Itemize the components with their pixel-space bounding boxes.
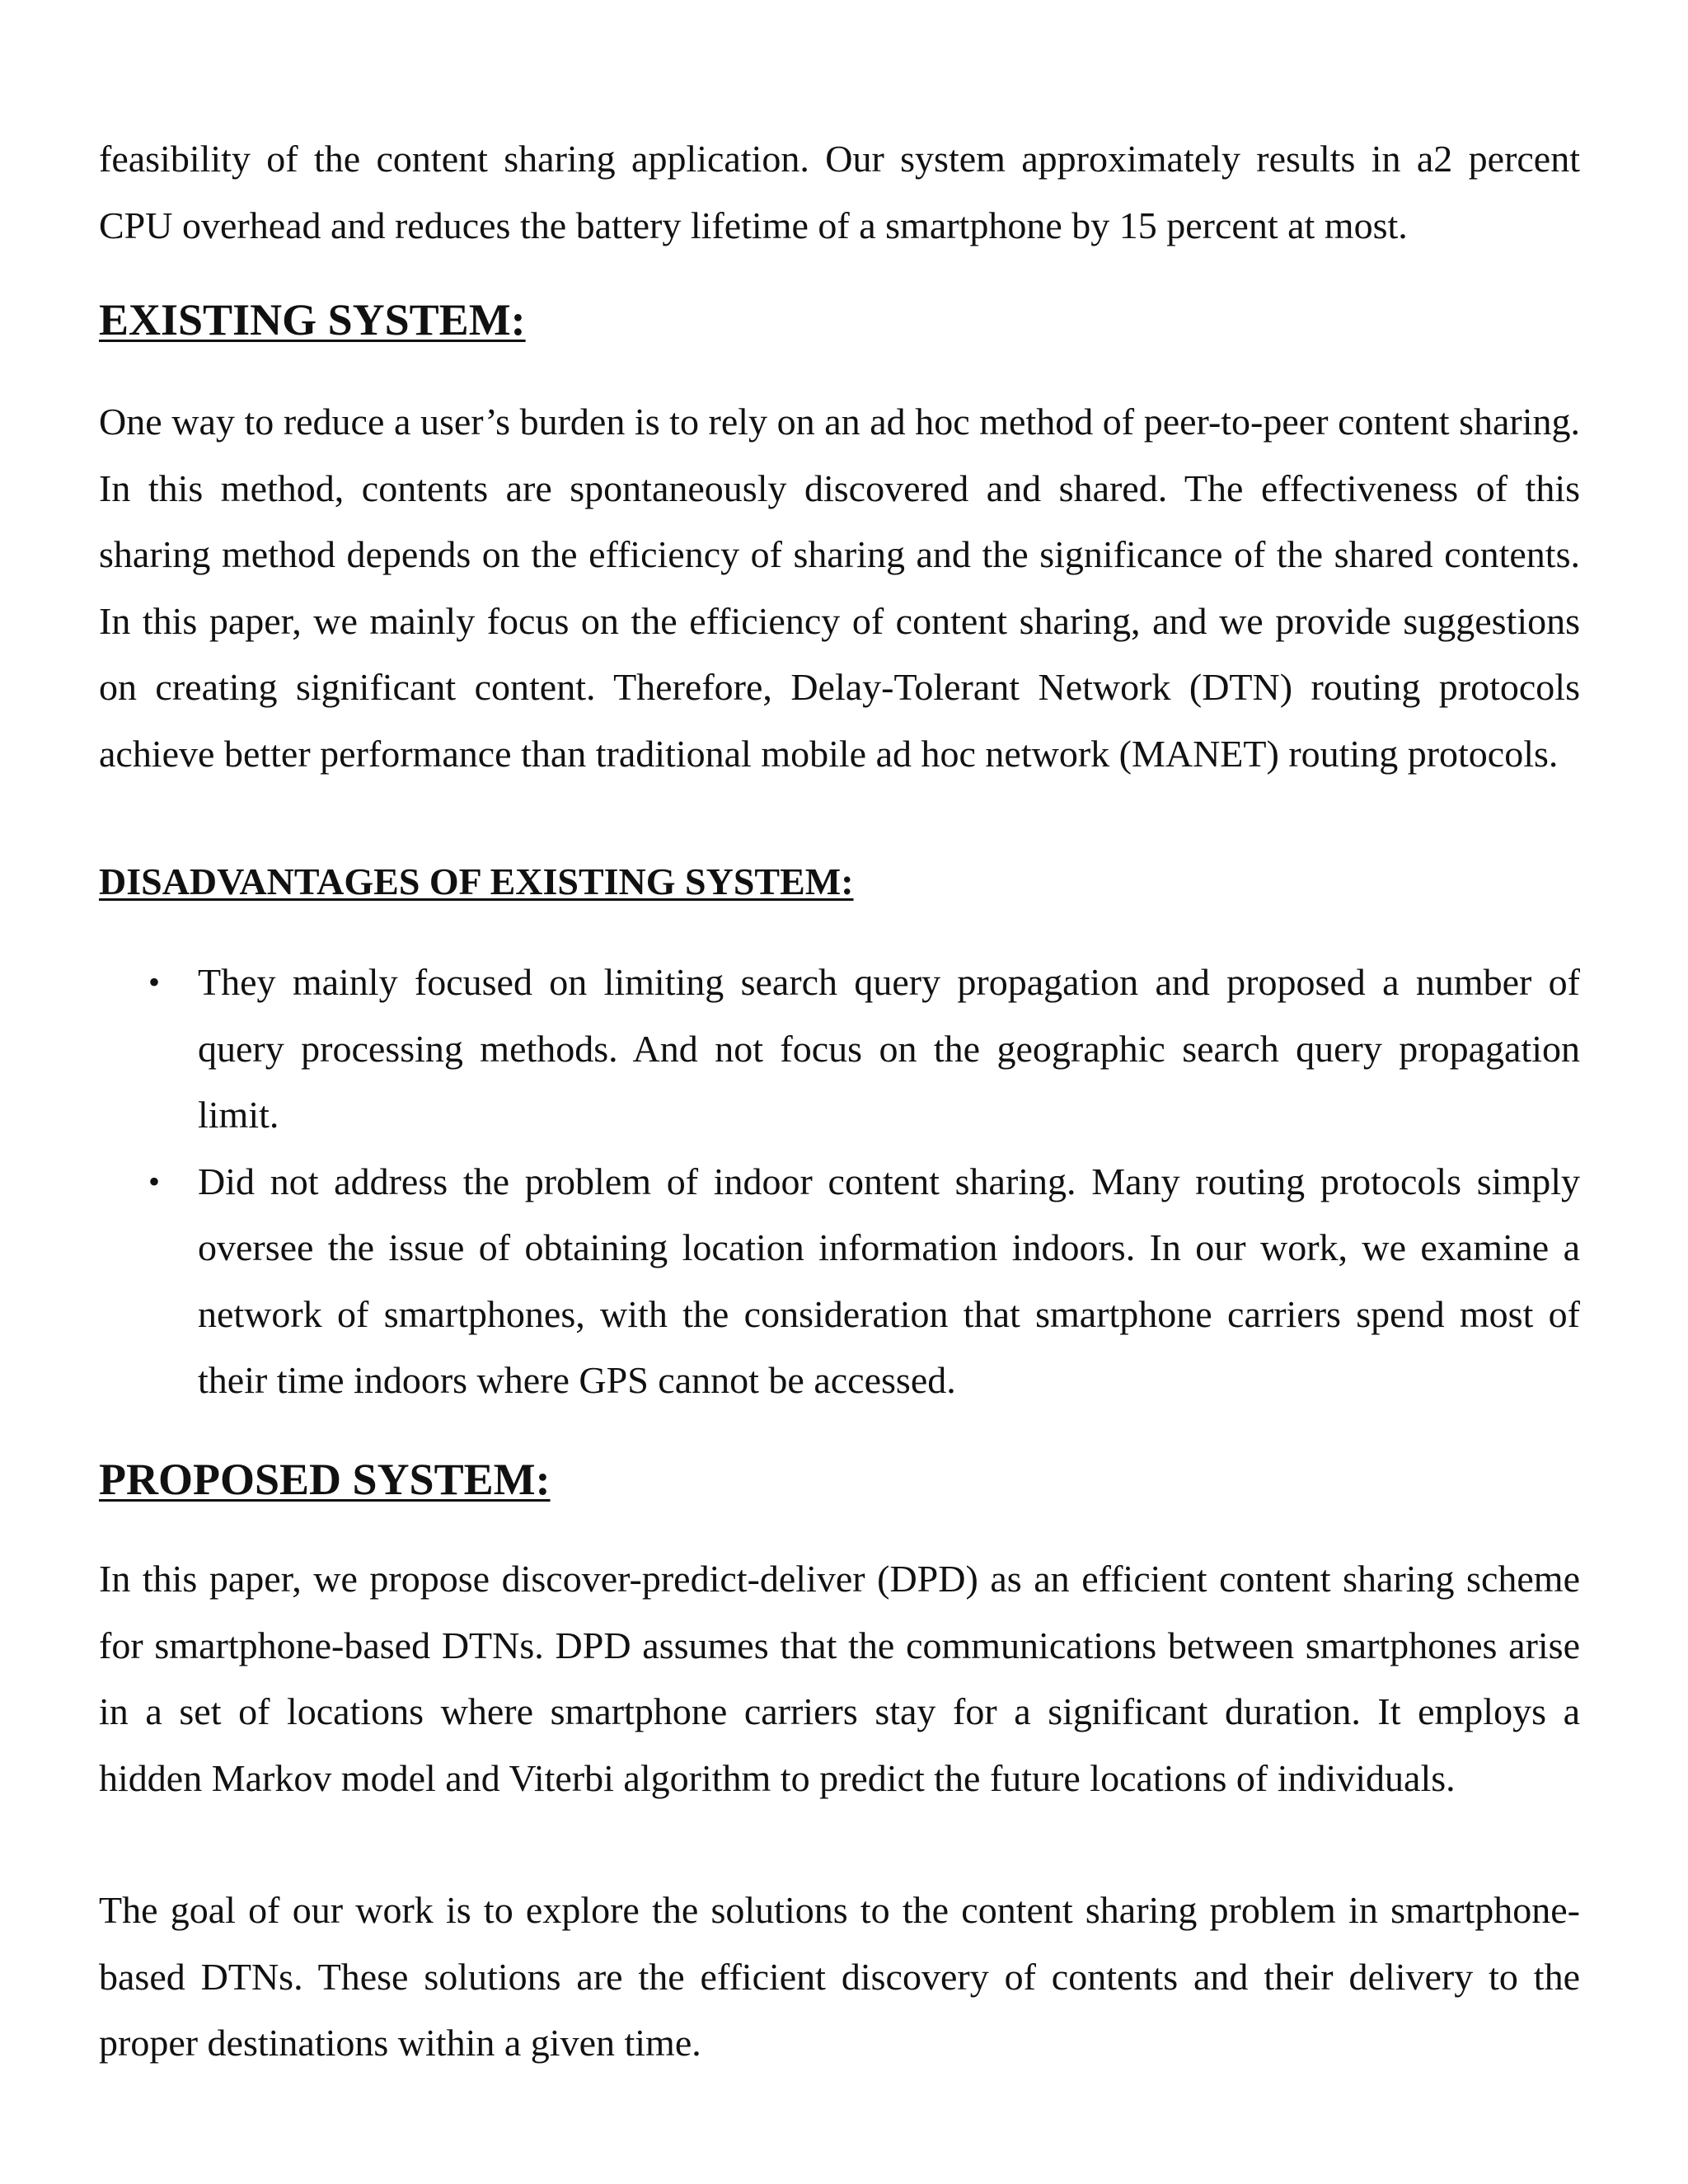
list-item [148,1149,1580,1414]
existing-system-heading: EXISTING SYSTEM: [99,295,526,344]
intro-paragraph: feasibility of the content sharing application. Our system approximately results in a2 percent CPU overhead and reduces the battery lifetime of a smartphone by 15 percent at most. [99,138,1580,246]
disadvantages-list [148,949,1580,1414]
disadvantages-heading: DISADVANTAGES OF EXISTING SYSTEM: [99,860,854,902]
list-item-text: Did not address the problem of indoor content sharing. Many routing protocols simply oversee the issue of obtaining location information indoors. In our work, we examine a network of smartphones, with the consideration that smartphone carriers spend most of their time indoors where GPS cannot be accessed. [198,1160,1580,1401]
list-item [148,949,1580,1149]
list-item-text: They mainly focused on limiting search query propagation and proposed a number of query processing methods. And not focus on the geographic search query propagation limit. [198,961,1580,1136]
bullet-icon: • [148,963,161,1001]
proposed-system-heading: PROPOSED SYSTEM: [99,1455,551,1504]
proposed-system-paragraph-2: The goal of our work is to explore the solutions to the content sharing problem in smartphone-based DTNs. These solutions are the efficient discovery of contents and their delivery to the proper destinations within a given time. [99,1889,1580,2064]
proposed-system-paragraph-1: In this paper, we propose discover-predict-deliver (DPD) as an efficient content sharing scheme for smartphone-based DTNs. DPD assumes that the communications between smartphones arise in a set of locations where smartphone carriers stay for a significant duration. It employs a hidden Markov model and Viterbi algorithm to predict the future locations of individuals. [99,1558,1580,1799]
existing-system-paragraph: One way to reduce a user’s burden is to rely on an ad hoc method of peer-to-peer content sharing. In this method, contents are spontaneously discovered and shared. The effectiveness of this sharing method depends on the efficiency of sharing and the significance of the shared contents. In this paper, we mainly focus on the efficiency of content sharing, and we provide suggestions on creating significant content. Therefore, Delay-Tolerant Network (DTN) routing protocols achieve better performance than traditional mobile ad hoc network (MANET) routing protocols. [99,401,1580,775]
bullet-icon: • [148,1162,161,1200]
